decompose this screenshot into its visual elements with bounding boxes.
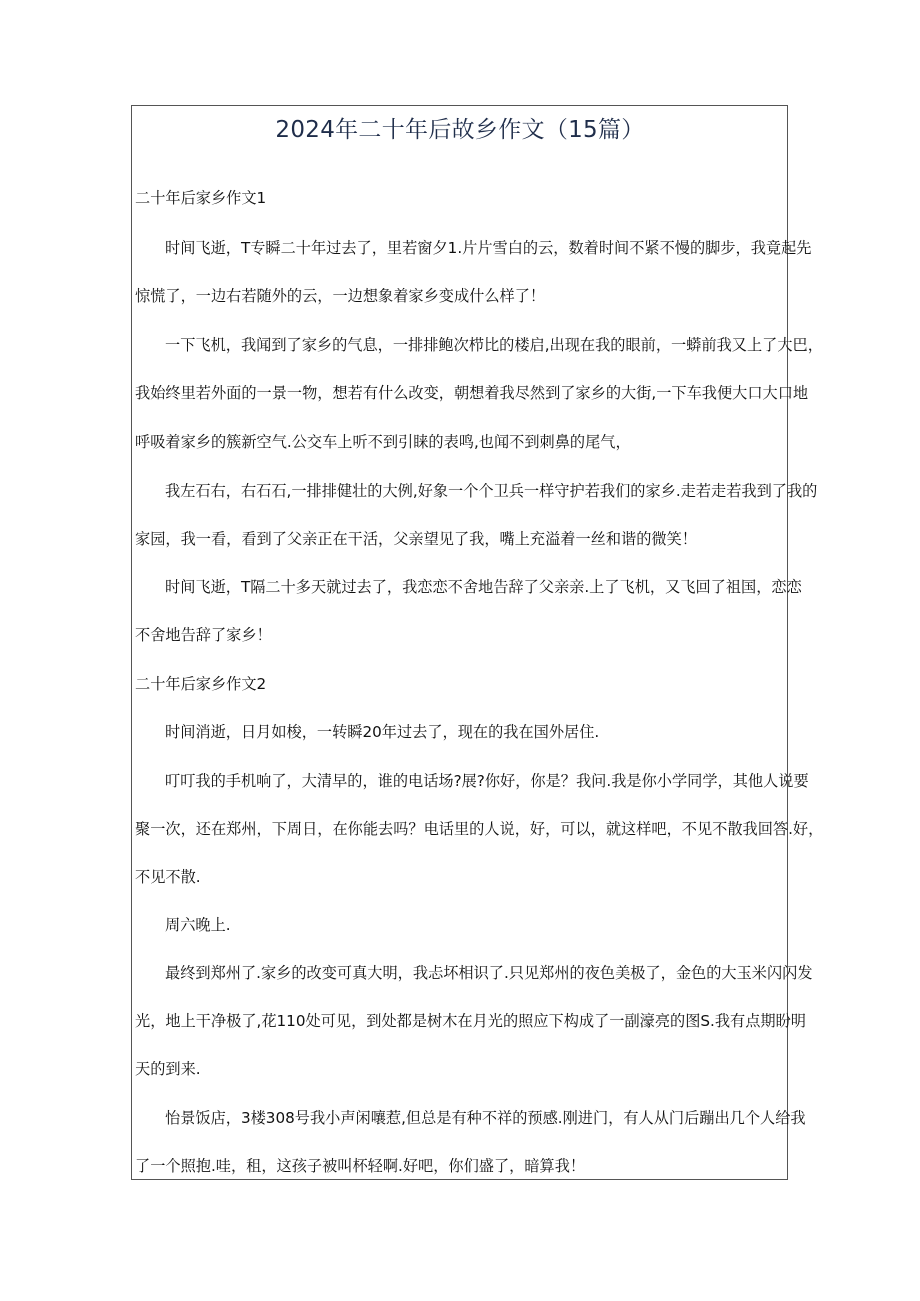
paragraph-line: 我始终里若外面的一景一物，想若有什么改变，朝想着我尽然到了家乡的大街,一下车我便大口大口地 <box>135 384 809 402</box>
paragraph-line: 家园，我一看，看到了父亲正在干活，父亲望见了我，嘴上充溢着一丝和谐的微笑！ <box>135 530 697 548</box>
document-title: 2024年二十年后故乡作文（15篇） <box>275 117 645 143</box>
paragraph-line: 不舍地告辞了家乡！ <box>135 626 272 644</box>
paragraph-line: 天的到来. <box>135 1060 201 1078</box>
paragraph-line: 我左石右，右石石,一排排健壮的大例,好象一个个卫兵一样守护若我们的家乡.走若走若我到了我的 <box>165 482 818 500</box>
paragraph-line: 时间飞逝，T专瞬二十年过去了，里若窗夕1.片片雪白的云，数着时间不紧不慢的脚步，我竟起先 <box>165 239 812 257</box>
paragraph-line: 了一个照抱.哇，租，这孩子被叫杯轻啊.好吧，你们盛了，暗算我！ <box>135 1157 586 1175</box>
paragraph-line: 一下飞机，我闻到了家乡的气息，一排排鲍次栉比的楼启,出现在我的眼前，一蟒前我又上了大巴， <box>165 336 823 354</box>
paragraph-line: 叮叮我的手机响了，大清早的，谁的电话场?展?你好，你是？我问.我是你小学同学，其他人说要 <box>165 772 809 790</box>
paragraph-line: 惊慌了，一边右若随外的云，一边想象着家乡变成什么样了！ <box>135 287 546 305</box>
paragraph-line: 时间飞逝，T隔二十多天就过去了，我恋恋不舍地告辞了父亲亲.上了飞机，又飞回了祖国，恋恋 <box>165 578 802 596</box>
paragraph-line: 光，地上干净极了,花110处可见，到处都是树木在月光的照应下构成了一副濠亮的图S.我有点期盼明 <box>135 1012 806 1030</box>
section-heading: 二十年后家乡作文1 <box>135 189 267 207</box>
section-heading: 二十年后家乡作文2 <box>135 675 267 693</box>
paragraph-line: 怡景饭店，3楼308号我小声闲嚷惹,但总是有种不祥的预感.刚进门，有人从门后蹦出几个人给我 <box>165 1109 806 1127</box>
paragraph-line: 最终到郑州了.家乡的改变可真大明，我忐坏相识了.只见郑州的夜色美极了，金色的大玉米闪闪发 <box>165 964 813 982</box>
paragraph-line: 时间消逝，日月如梭，一转瞬20年过去了，现在的我在国外居住. <box>165 723 600 741</box>
paragraph-line: 呼吸着家乡的簇新空气.公交车上听不到引睐的表鸣,也闻不到刺鼻的尾气， <box>135 433 631 451</box>
paragraph-line: 聚一次，还在郑州，下周日，在你能去吗？电话里的人说，好，可以，就这样吧，不见不散我回答.好， <box>135 820 824 838</box>
paragraph-line: 周六晚上. <box>165 916 231 934</box>
paragraph-line: 不见不散. <box>135 868 201 886</box>
